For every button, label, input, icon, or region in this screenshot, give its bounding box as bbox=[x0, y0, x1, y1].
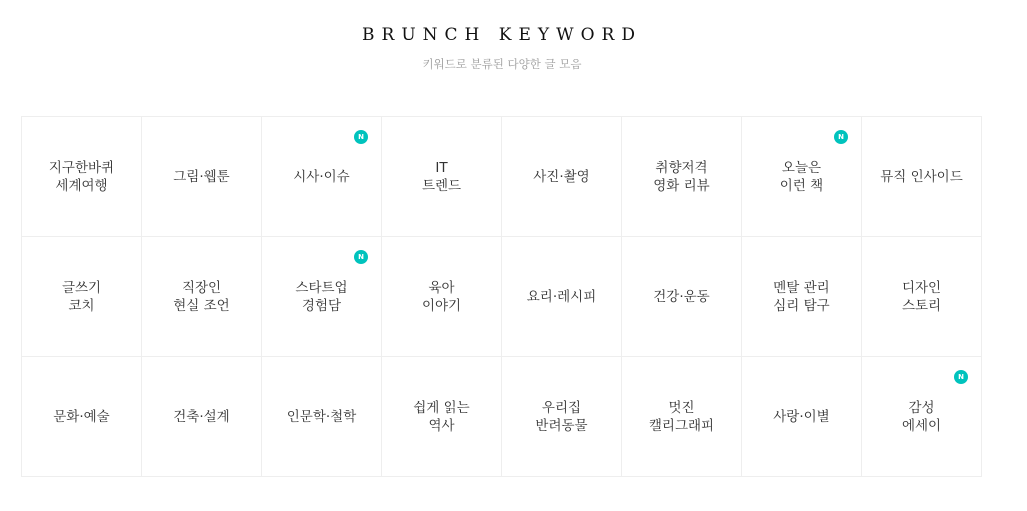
keyword-tile[interactable] bbox=[742, 357, 862, 477]
keyword-label: 건축·설계 bbox=[173, 408, 230, 425]
keyword-tile[interactable] bbox=[382, 237, 502, 357]
keyword-tile[interactable] bbox=[862, 357, 982, 477]
keyword-label: 육아 이야기 bbox=[421, 279, 462, 314]
keyword-tile[interactable] bbox=[502, 117, 622, 237]
keyword-tile[interactable] bbox=[262, 237, 382, 357]
keyword-tile[interactable] bbox=[742, 117, 862, 237]
new-badge-icon: N bbox=[354, 130, 368, 144]
new-badge-icon: N bbox=[354, 250, 368, 264]
keyword-label: 오늘은 이런 책 bbox=[779, 159, 824, 194]
keyword-tile[interactable] bbox=[262, 357, 382, 477]
keyword-label: 글쓰기 코치 bbox=[61, 279, 102, 314]
keyword-label: 쉽게 읽는 역사 bbox=[413, 399, 470, 434]
keyword-label: 요리·레시피 bbox=[526, 288, 597, 305]
keyword-label: 감성 에세이 bbox=[901, 399, 942, 434]
new-badge-icon: N bbox=[834, 130, 848, 144]
keyword-tile[interactable] bbox=[502, 237, 622, 357]
keyword-tile[interactable] bbox=[862, 237, 982, 357]
keyword-tile[interactable] bbox=[742, 237, 862, 357]
keyword-label: 사랑·이별 bbox=[773, 408, 830, 425]
keyword-tile[interactable] bbox=[622, 237, 742, 357]
keyword-tile[interactable] bbox=[22, 117, 142, 237]
keyword-tile[interactable] bbox=[622, 117, 742, 237]
keyword-tile[interactable] bbox=[142, 237, 262, 357]
keyword-label: 시사·이슈 bbox=[293, 168, 350, 185]
page-subtitle: 키워드로 분류된 다양한 글 모음 bbox=[422, 57, 582, 71]
new-badge-icon: N bbox=[954, 370, 968, 384]
keyword-label: 디자인 스토리 bbox=[901, 279, 942, 314]
keyword-tile[interactable] bbox=[502, 357, 622, 477]
keyword-tile[interactable] bbox=[262, 117, 382, 237]
keyword-label: 인문학·철학 bbox=[286, 408, 357, 425]
keyword-grid bbox=[21, 116, 982, 477]
keyword-label: 취향저격 영화 리뷰 bbox=[653, 159, 710, 194]
keyword-label: 멘탈 관리 심리 탐구 bbox=[773, 279, 830, 314]
keyword-label: 멋진 캘리그래피 bbox=[648, 399, 715, 434]
keyword-label: 사진·촬영 bbox=[533, 168, 590, 185]
keyword-label: 그림·웹툰 bbox=[173, 168, 230, 185]
page-title: BRUNCH KEYWORD bbox=[362, 25, 642, 45]
keyword-label: 지구한바퀴 세계여행 bbox=[48, 159, 115, 194]
keyword-label: 문화·예술 bbox=[53, 408, 110, 425]
keyword-tile[interactable] bbox=[142, 117, 262, 237]
keyword-tile[interactable] bbox=[862, 117, 982, 237]
keyword-label: 스타트업 경험담 bbox=[295, 279, 348, 314]
keyword-tile[interactable] bbox=[22, 357, 142, 477]
keyword-label: 직장인 현실 조언 bbox=[173, 279, 230, 314]
keyword-label: 우리집 반려동물 bbox=[535, 399, 588, 434]
keyword-label: 건강·운동 bbox=[653, 288, 710, 305]
keyword-tile[interactable] bbox=[22, 237, 142, 357]
keyword-tile[interactable] bbox=[142, 357, 262, 477]
keyword-tile[interactable] bbox=[622, 357, 742, 477]
keyword-tile[interactable] bbox=[382, 357, 502, 477]
keyword-label: IT 트렌드 bbox=[421, 159, 462, 194]
keyword-label: 뮤직 인사이드 bbox=[880, 168, 963, 185]
keyword-tile[interactable] bbox=[382, 117, 502, 237]
